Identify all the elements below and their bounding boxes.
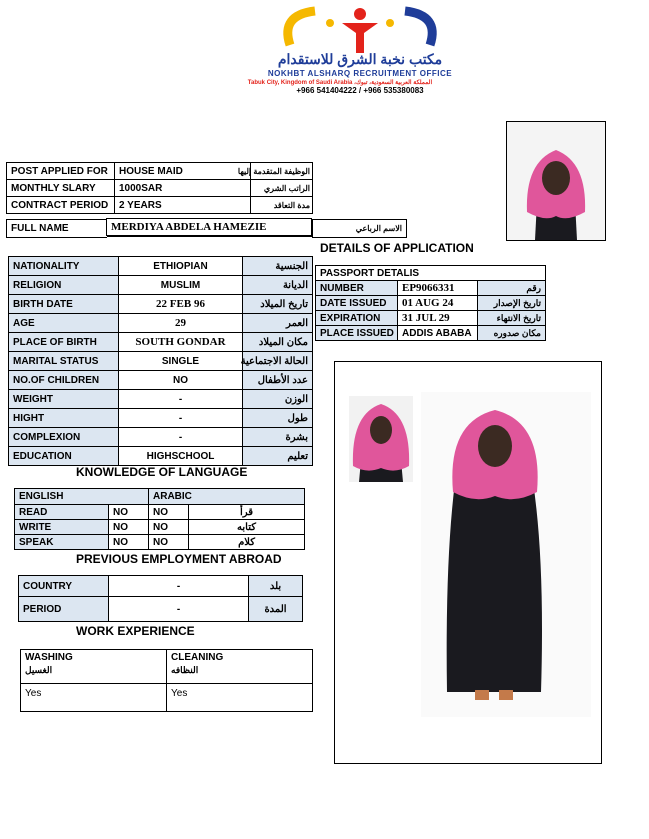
arabic-value: NO [149,520,189,535]
arabic-label: كلام [189,535,305,550]
arabic-label: عدد الأطفال [243,371,313,390]
label: AGE [9,314,119,333]
details-title: DETAILS OF APPLICATION [320,241,474,255]
label: POST APPLIED FOR [7,163,115,180]
company-english-name: NOKHBT ALSHARQ RECRUITMENT OFFICE [267,69,453,78]
table-row [9,314,313,333]
full-name-arabic: الاسم الرباعي [312,219,407,238]
cleaning-value: Yes [167,684,313,712]
label: RELIGION [9,276,119,295]
arabic-label: تاريخ الإصدار [478,296,546,311]
washing-arabic: الغسيل [25,665,53,675]
full-name-value: MERDIYA ABDELA HAMEZIE [106,218,312,236]
cleaning-header [167,650,313,684]
table-row [7,163,313,180]
value: ADDIS ABABA [398,326,478,341]
value: - [119,390,243,409]
table-row [15,520,305,535]
arabic-label: الحالة الاجتماعية [243,352,313,371]
label: PERIOD [19,597,109,622]
cleaning-label: CLEANING [171,652,224,663]
label: BIRTH DATE [9,295,119,314]
label: PLACE ISSUED [316,326,398,341]
table-row [9,276,313,295]
arabic-value: NO [149,505,189,520]
portrait-photo [506,121,606,241]
arabic-label: مدة التعاقد [251,197,313,214]
english-value: NO [109,535,149,550]
value: - [109,576,249,597]
arabic-label: مكان صدوره [478,326,546,341]
value: NO [119,371,243,390]
work-experience-title: WORK EXPERIENCE [76,624,195,638]
job-info-table [6,162,313,214]
label: EXPIRATION [316,311,398,326]
table-row [15,535,305,550]
language-title: KNOWLEDGE OF LANGUAGE [76,465,248,479]
value: 2 YEARS [115,197,251,214]
full-name-label: FULL NAME [6,219,107,238]
arabic-label: بشرة [243,428,313,447]
arabic-header: ARABIC [149,489,305,505]
arabic-label: العمر [243,314,313,333]
arabic-label: بلد [249,576,303,597]
value: 31 JUL 29 [398,311,478,326]
table-row [316,311,546,326]
value: HOUSE MAID [115,163,251,180]
label: NO.OF CHILDREN [9,371,119,390]
table-row [7,197,313,214]
table-row [316,326,546,341]
table-row [21,650,313,684]
arabic-label: الوظيفة المتقدمة إليها [251,163,313,180]
value: SINGLE [119,352,243,371]
label: HIGHT [9,409,119,428]
table-row [9,295,313,314]
label: WEIGHT [9,390,119,409]
table-row [9,371,313,390]
value: EP9066331 [398,281,478,296]
table-row [9,390,313,409]
full-body-photo-frame [334,361,602,764]
label: COUNTRY [19,576,109,597]
company-phones: +966 541404222 / +966 535380083 [296,86,424,95]
value: 01 AUG 24 [398,296,478,311]
language-table [14,488,305,550]
label: PLACE OF BIRTH [9,333,119,352]
label: COMPLEXION [9,428,119,447]
arabic-label: الجنسية [243,257,313,276]
arabic-label: رقم [478,281,546,296]
washing-value: Yes [21,684,167,712]
value: - [119,428,243,447]
arabic-value: NO [149,535,189,550]
table-row [316,281,546,296]
table-row [316,296,546,311]
value: 1000SAR [115,180,251,197]
table-row [19,576,303,597]
washing-header [21,650,167,684]
value: SOUTH GONDAR [119,333,243,352]
arabic-label: تاريخ الانتهاء [478,311,546,326]
value: 22 FEB 96 [119,295,243,314]
table-row [7,180,313,197]
company-location: Tabuk City, Kingdom of Saudi Arabia ،المملكة العربية السعودية، تبوك [247,80,433,86]
arabic-label: الديانة [243,276,313,295]
company-arabic-name: مكتب نخبة الشرق للاستقدام [277,51,443,67]
value: ETHIOPIAN [119,257,243,276]
label: CONTRACT PERIOD [7,197,115,214]
arabic-label: مكان الميلاد [243,333,313,352]
table-row [15,505,305,520]
value: 29 [119,314,243,333]
table-row [21,684,313,712]
arabic-label: قرأ [189,505,305,520]
table-row [9,352,313,371]
value: MUSLIM [119,276,243,295]
label: NATIONALITY [9,257,119,276]
passport-title: PASSPORT DETALIS [316,266,546,281]
arabic-label: كتابه [189,520,305,535]
table-row [9,428,313,447]
label: SPEAK [15,535,109,550]
value: - [119,409,243,428]
label: EDUCATION [9,447,119,466]
english-value: NO [109,505,149,520]
value: - [109,597,249,622]
label: NUMBER [316,281,398,296]
arabic-label: تعليم [243,447,313,466]
label: READ [15,505,109,520]
table-row [9,447,313,466]
label: DATE ISSUED [316,296,398,311]
label: MONTHLY SLARY [7,180,115,197]
table-row [316,266,546,281]
table-row [9,257,313,276]
label: WRITE [15,520,109,535]
label: MARITAL STATUS [9,352,119,371]
arabic-label: تاريخ الميلاد [243,295,313,314]
arabic-label: الوزن [243,390,313,409]
table-row [9,333,313,352]
previous-employment-title: PREVIOUS EMPLOYMENT ABROAD [76,552,282,566]
washing-label: WASHING [25,652,73,663]
english-header: ENGLISH [15,489,149,505]
value: HIGHSCHOOL [119,447,243,466]
arabic-label: الراتب الشري [251,180,313,197]
previous-employment-table [18,575,303,622]
cleaning-arabic: النظافه [171,665,199,675]
arabic-label: طول [243,409,313,428]
table-row [15,489,305,505]
arabic-label: المدة [249,597,303,622]
work-experience-table [20,649,313,712]
passport-table [315,265,546,341]
table-row [19,597,303,622]
table-row [9,409,313,428]
english-value: NO [109,520,149,535]
details-table [8,256,313,466]
logo [260,5,460,55]
